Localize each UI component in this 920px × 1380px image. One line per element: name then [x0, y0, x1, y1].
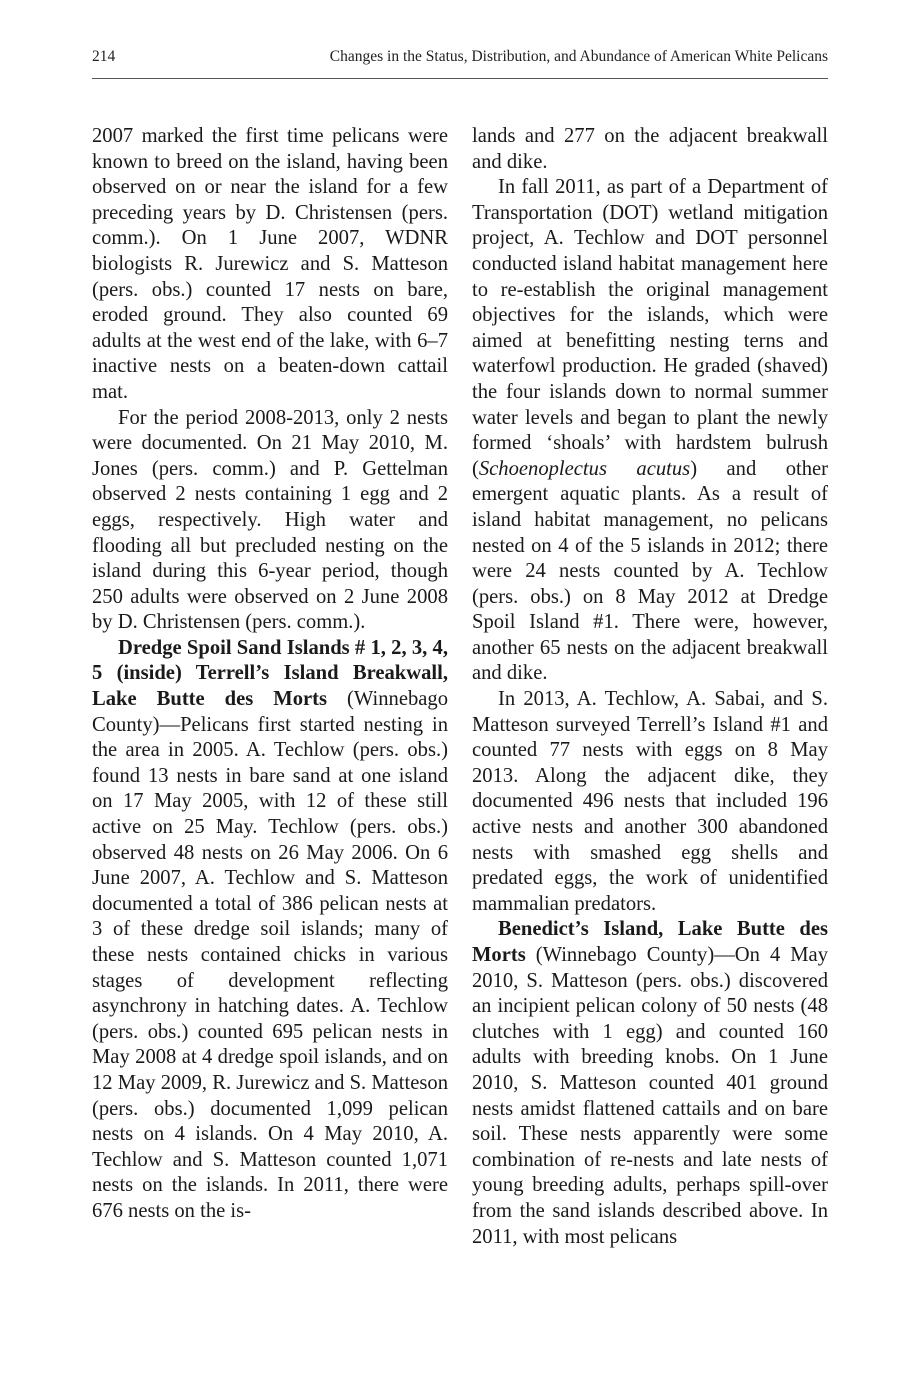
paragraph	[472, 917, 828, 1250]
paragraph-body: In fall 2011, as part of a Department of Transportation (DOT) wetland mitigation project, A. Techlow and DOT personnel conducted island habitat management here to re-establish the original management objectives for the islands, which were aimed at benefitting nesting terns and waterfowl production. He graded (shaved) the four islands down to normal summer water levels and began to plant the newly formed ‘shoals’ with hardstem bulrush (	[472, 176, 828, 480]
running-title: Changes in the Status, Distribution, and Abundance of American White Pelicans	[329, 48, 828, 65]
left-column	[92, 124, 448, 1225]
paragraph	[472, 175, 828, 687]
paragraph	[92, 636, 448, 1225]
section-heading: Dredge Spoil Sand Islands # 1, 2, 3, 4, 5 (inside) Terrell’s Island Breakwall, Lake Butte des Morts	[92, 636, 448, 711]
paragraph: In 2013, A. Techlow, A. Sabai, and S. Matteson surveyed Terrell’s Island #1 and counted 77 nests with eggs on 8 May 2013. Along the adjacent dike, they documented 496 nests that included 196 active nests and another 300 abandoned nests with smashed egg shells and predated eggs, the work of unidentified mammalian predators.	[472, 688, 828, 915]
paragraph: lands and 277 on the adjacent breakwall and dike.	[472, 125, 828, 173]
paragraph-body: ) and other emergent aquatic plants. As a result of island habitat management, no pelicans nested on 4 of the 5 islands in 2012; there were 24 nests counted by A. Techlow (pers. obs.) on 8 May 2012 at Dredge Spoil Island #1. There were, however, another 65 nests on the adjacent breakwall and dike.	[472, 457, 829, 685]
paragraph-body: (Winnebago County)—Pelicans first started nesting in the area in 2005. A. Techlow (pers. obs.) found 13 nests in bare sand at one island on 17 May 2005, with 12 of these still active on 25 May. Techlow (pers. obs.) observed 48 nests on 26 May 2006. On 6 June 2007, A. Techlow and S. Matteson documented a total of 386 pelican nests at 3 of these dredge soil islands; many of these nests contained chicks in various stages of development reflecting asynchrony in hatching dates. A. Techlow (pers. obs.) counted 695 pelican nests in May 2008 at 4 dredge spoil islands, and on 12 May 2009, R. Jurewicz and S. Matteson (pers. obs.) documented 1,099 pelican nests on 4 islands. On 4 May 2010, A. Techlow and S. Matteson counted 1,071 nests on the islands. In 2011, there were 676 nests on the is-	[92, 688, 448, 1222]
right-column	[472, 124, 828, 1250]
paragraph: For the period 2008-2013, only 2 nests were documented. On 21 May 2010, M. Jones (pers. comm.) and P. Gettelman observed 2 nests containing 1 egg and 2 eggs, respectively. High water and flooding all but precluded nesting on the island during this 6-year period, though 250 adults were observed on 2 June 2008 by D. Christensen (pers. comm.).	[92, 406, 448, 634]
section-heading: Benedict’s Island, Lake Butte des Morts	[472, 918, 828, 966]
paragraph-body: (Winnebago County)—On 4 May 2010, S. Matteson (pers. obs.) discovered an incipient pelican colony of 50 nests (48 clutches with 1 egg) and counted 160 adults with breeding knobs. On 1 June 2010, S. Matteson counted 401 ground nests amidst flattened cattails and on bare soil. These nests apparently were some combination of re-nests and late nests of young breeding adults, perhaps spill-over from the sand islands described above. In 2011, with most pelicans	[472, 944, 828, 1248]
running-head	[92, 48, 828, 72]
species-name: Schoenoplectus acutus	[478, 457, 691, 480]
page-number: 214	[92, 48, 116, 65]
header-rule	[92, 78, 828, 79]
paragraph: 2007 marked the first time pelicans were known to breed on the island, having been observed on or near the island for a few preceding years by D. Christensen (pers. comm.). On 1 June 2007, WDNR biologists R. Jurewicz and S. Matteson (pers. obs.) counted 17 nests on bare, eroded ground. They also counted 69 adults at the west end of the lake, with 6–7 inactive nests on a beaten-down cattail mat.	[92, 125, 448, 403]
